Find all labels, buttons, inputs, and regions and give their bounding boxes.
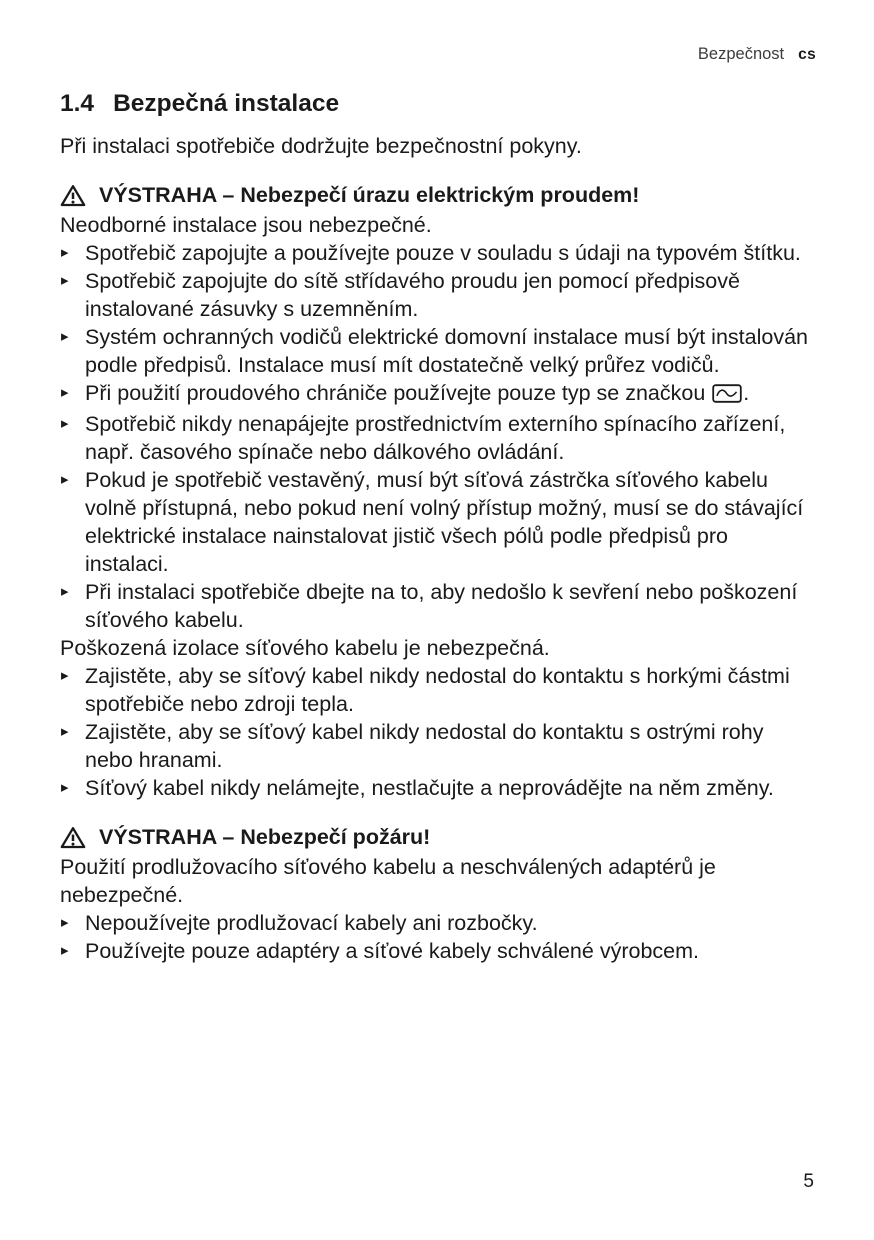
bullet-item bbox=[60, 937, 816, 965]
bullet-text: Systém ochranných vodičů elektrické domovní instalace musí být instalován podle předpisů. Instalace musí mít dostatečně velký průřez vodičů. bbox=[85, 325, 808, 377]
bullet-text: Pokud je spotřebič vestavěný, musí být síťová zástrčka síťového kabelu volně přístupná, nebo pokud není volný přístup možný, musí se do stávající elektrické instalace nainstalovat jistič všech pólů podle předpisů pro instalaci. bbox=[85, 468, 804, 576]
bullet-marker-icon: ▸ bbox=[61, 384, 69, 401]
bullet-marker-icon: ▸ bbox=[61, 272, 69, 289]
bullet-item bbox=[60, 267, 816, 323]
bullet-marker-icon: ▸ bbox=[61, 723, 69, 740]
page-number: 5 bbox=[803, 1171, 814, 1192]
bullet-marker-icon: ▸ bbox=[61, 415, 69, 432]
section-heading bbox=[60, 89, 816, 119]
bullet-item bbox=[60, 466, 816, 578]
bullet-item bbox=[60, 662, 816, 718]
header-section-label: Bezpečnost bbox=[697, 45, 785, 63]
page-header bbox=[60, 44, 816, 65]
paragraph: Poškozená izolace síťového kabelu je nebezpečná. bbox=[60, 636, 550, 660]
bullet-item bbox=[60, 909, 816, 937]
warning-title: VÝSTRAHA – Nebezpečí požáru! bbox=[99, 825, 431, 849]
bullet-text: Při použití proudového chrániče používejte pouze typ se značkou . bbox=[85, 379, 816, 410]
paragraph: Při instalaci spotřebiče dodržujte bezpečnostní pokyny. bbox=[60, 134, 582, 158]
bullet-item bbox=[60, 379, 816, 410]
bullet-marker-icon: ▸ bbox=[61, 328, 69, 345]
paragraph: Neodborné instalace jsou nebezpečné. bbox=[60, 213, 432, 237]
bullet-text: Spotřebič zapojujte a používejte pouze v souladu s údaji na typovém štítku. bbox=[85, 241, 801, 265]
section-number: 1.4 bbox=[60, 90, 95, 117]
bullet-item bbox=[60, 718, 816, 774]
warning-title: VÝSTRAHA – Nebezpečí úrazu elektrickým proudem! bbox=[99, 183, 640, 207]
paragraph: Použití prodlužovacího síťového kabelu a neschválených adaptérů je nebezpečné. bbox=[60, 855, 716, 907]
bullet-text: Spotřebič zapojujte do sítě střídavého proudu jen pomocí předpisově instalované zásuvky s uzemněním. bbox=[85, 269, 740, 321]
bullet-text: Síťový kabel nikdy nelámejte, nestlačujte a neprovádějte na něm změny. bbox=[85, 776, 774, 800]
rcd-icon bbox=[712, 382, 742, 410]
bullet-marker-icon: ▸ bbox=[61, 244, 69, 261]
bullet-item bbox=[60, 239, 816, 267]
bullet-text: Zajistěte, aby se síťový kabel nikdy nedostal do kontaktu s horkými částmi spotřebiče nebo zdroji tepla. bbox=[85, 664, 790, 716]
bullet-marker-icon: ▸ bbox=[61, 583, 69, 600]
warning-triangle-icon bbox=[60, 826, 86, 849]
bullet-text: Používejte pouze adaptéry a síťové kabely schválené výrobcem. bbox=[85, 939, 699, 963]
bullet-item bbox=[60, 410, 816, 466]
section-title: Bezpečná instalace bbox=[113, 90, 340, 117]
bullet-text: Nepoužívejte prodlužovací kabely ani rozbočky. bbox=[85, 911, 538, 935]
bullet-marker-icon: ▸ bbox=[61, 942, 69, 959]
bullet-item bbox=[60, 578, 816, 634]
bullet-marker-icon: ▸ bbox=[61, 779, 69, 796]
warning-heading bbox=[60, 823, 816, 851]
bullet-item bbox=[60, 774, 816, 802]
warning-triangle-icon bbox=[60, 184, 86, 207]
header-language-code: cs bbox=[798, 46, 816, 63]
bullet-text: Zajistěte, aby se síťový kabel nikdy nedostal do kontaktu s ostrými rohy nebo hranami. bbox=[85, 720, 764, 772]
bullet-text: Spotřebič nikdy nenapájejte prostřednictvím externího spínacího zařízení, např. časového spínače nebo dálkového ovládání. bbox=[85, 412, 786, 464]
warning-heading bbox=[60, 181, 816, 209]
bullet-item bbox=[60, 323, 816, 379]
bullet-marker-icon: ▸ bbox=[61, 914, 69, 931]
content-blocks bbox=[60, 132, 816, 965]
bullet-marker-icon: ▸ bbox=[61, 471, 69, 488]
bullet-marker-icon: ▸ bbox=[61, 667, 69, 684]
bullet-text: Při instalaci spotřebiče dbejte na to, aby nedošlo k sevření nebo poškození síťového kabelu. bbox=[85, 580, 798, 632]
